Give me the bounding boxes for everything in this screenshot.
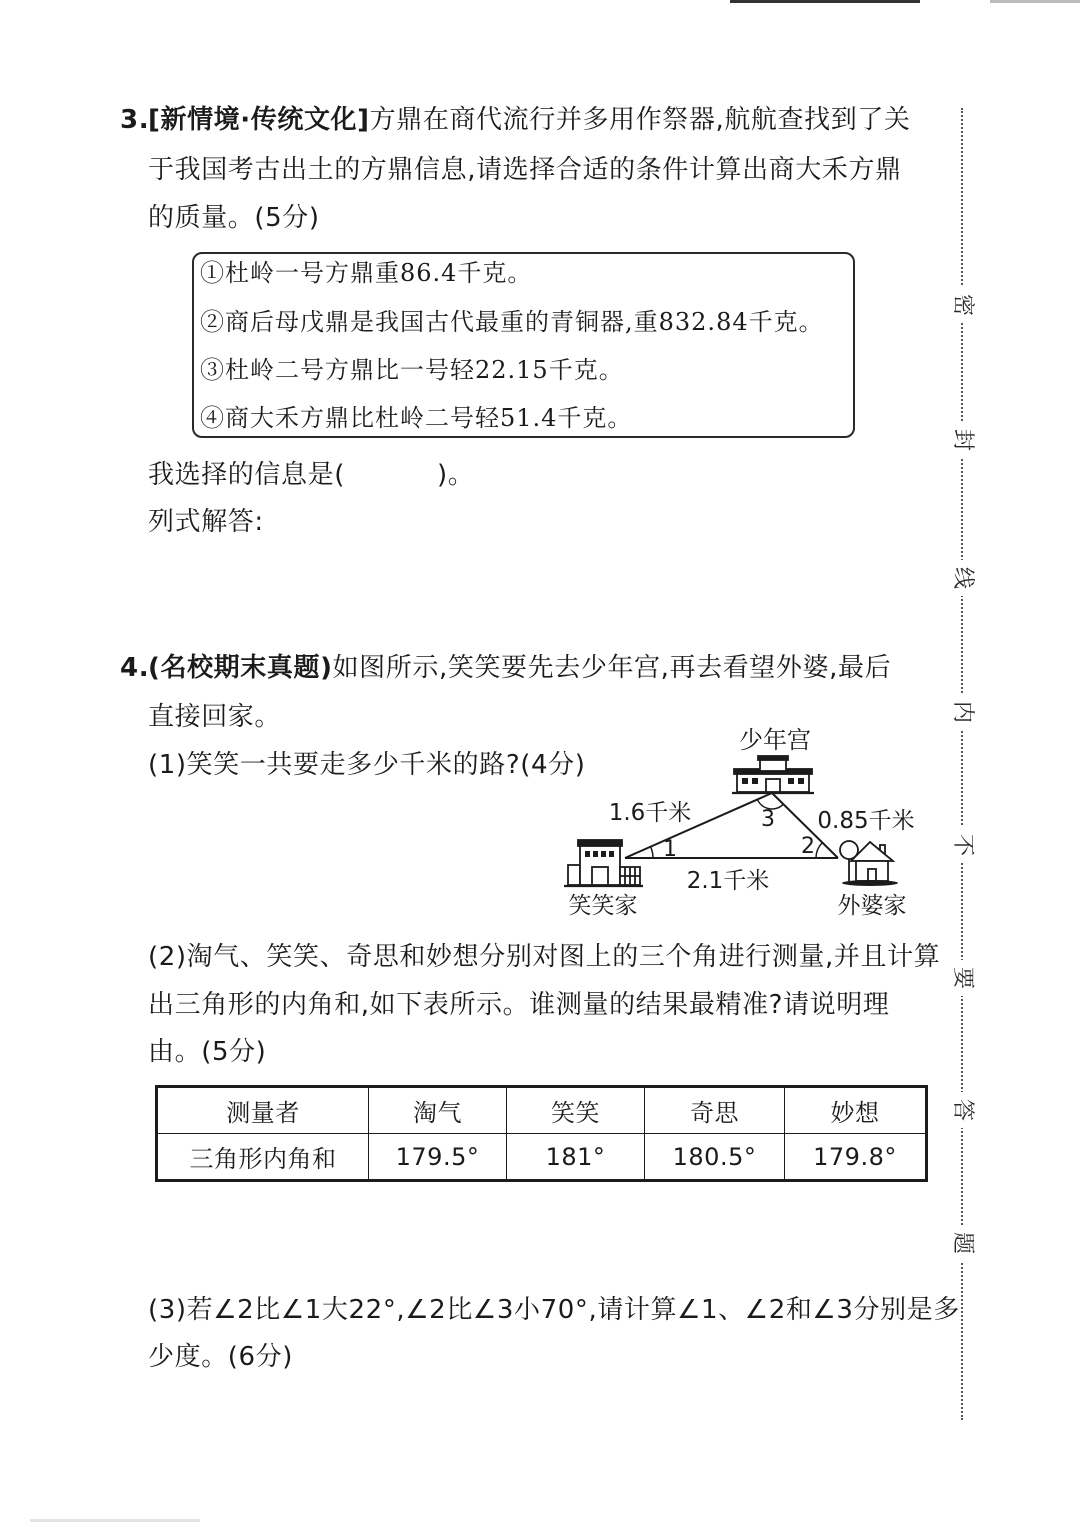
angle-2-arc (816, 843, 822, 858)
table-cell: 179.8° (785, 1134, 927, 1181)
grandma-home-label: 外婆家 (837, 893, 907, 919)
table-header-cell: 妙想 (785, 1087, 927, 1134)
info-item-3: ③杜岭二号方鼎比一号轻22.15千克。 (200, 356, 624, 384)
top-edge-rule (730, 0, 920, 3)
q3-text-1: 方鼎在商代流行并多用作祭器,航航查找到了关 (369, 105, 911, 135)
q4-part3-line-2: 少度。(6分) (148, 1342, 294, 1372)
q3-line-2: 于我国考古出土的方鼎信息,请选择合适的条件计算出商大禾方鼎 (148, 155, 902, 185)
q4-part1: (1)笑笑一共要走多少千米的路?(4分) (148, 750, 586, 780)
q4-part2-line-3: 由。(5分) (148, 1037, 267, 1067)
table-header-row (157, 1087, 927, 1134)
q3-number: 3. (120, 105, 150, 135)
choice-prompt: 我选择的信息是( (148, 460, 345, 490)
angle-2-label: 2 (801, 834, 815, 859)
q4-number: 4. (120, 653, 150, 683)
home-label: 笑笑家 (568, 893, 638, 919)
seal-line-char: 题 (944, 1225, 980, 1261)
q4-text-1: 如图所示,笑笑要先去少年宫,再去看望外婆,最后 (332, 653, 892, 683)
info-item-2: ②商后母戊鼎是我国古代最重的青铜器,重832.84千克。 (200, 308, 824, 336)
choice-line (148, 460, 474, 490)
table-row (157, 1134, 927, 1181)
table-header-cell: 奇思 (645, 1087, 785, 1134)
choice-close: )。 (436, 460, 475, 490)
angle-3-label: 3 (761, 807, 775, 832)
solution-label: 列式解答: (148, 507, 264, 537)
seal-line-char: 答 (944, 1092, 980, 1128)
q4-part2-line-2: 出三角形的内角和,如下表所示。谁测量的结果最精准?请说明理 (148, 990, 890, 1020)
grandma-house-icon (840, 841, 898, 886)
table-header-cell: 笑笑 (507, 1087, 645, 1134)
palace-to-grandma-label: 0.85千米 (817, 808, 915, 834)
q4-line-2: 直接回家。 (148, 702, 282, 732)
home-to-palace-label: 1.6千米 (608, 800, 692, 826)
youth-palace-label: 少年宫 (739, 726, 811, 754)
q4-part2-line-1: (2)淘气、笑笑、奇思和妙想分别对图上的三个角进行测量,并且计算 (148, 942, 941, 972)
q3-line-3: 的质量。(5分) (148, 203, 320, 233)
table-header-cell: 测量者 (157, 1087, 369, 1134)
route-diagram (540, 715, 930, 930)
table-header-cell: 淘气 (369, 1087, 507, 1134)
q4-tag: (名校期末真题) (148, 653, 333, 683)
youth-palace-icon (732, 756, 814, 793)
table-cell: 179.5° (369, 1134, 507, 1181)
q4-line-1 (120, 653, 891, 683)
seal-line-char: 要 (944, 960, 980, 996)
table-cell: 181° (507, 1134, 645, 1181)
angle-sum-table (155, 1085, 928, 1182)
seal-line-char: 线 (944, 560, 980, 596)
seal-line-char: 封 (944, 422, 980, 458)
seal-line-char: 内 (944, 694, 980, 730)
home-building-icon (564, 840, 643, 886)
angle-1-label: 1 (663, 837, 677, 862)
q3-line-1 (120, 105, 911, 135)
q3-tag: [新情境·传统文化] (148, 105, 370, 135)
seal-line-char: 不 (944, 827, 980, 863)
table-cell: 180.5° (645, 1134, 785, 1181)
angle-1-arc (651, 847, 653, 858)
info-item-4: ④商大禾方鼎比杜岭二号轻51.4千克。 (200, 404, 633, 432)
home-to-grandma-label: 2.1千米 (686, 868, 770, 894)
top-edge-rule-right (990, 0, 1080, 3)
info-item-1: ①杜岭一号方鼎重86.4千克。 (200, 259, 533, 287)
seal-line-char: 密 (944, 287, 980, 323)
q4-part3-line-1: (3)若∠2比∠1大22°,∠2比∠3小70°,请计算∠1、∠2和∠3分别是多 (148, 1295, 960, 1325)
table-cell: 三角形内角和 (157, 1134, 369, 1181)
bottom-edge-mark (30, 1519, 200, 1522)
